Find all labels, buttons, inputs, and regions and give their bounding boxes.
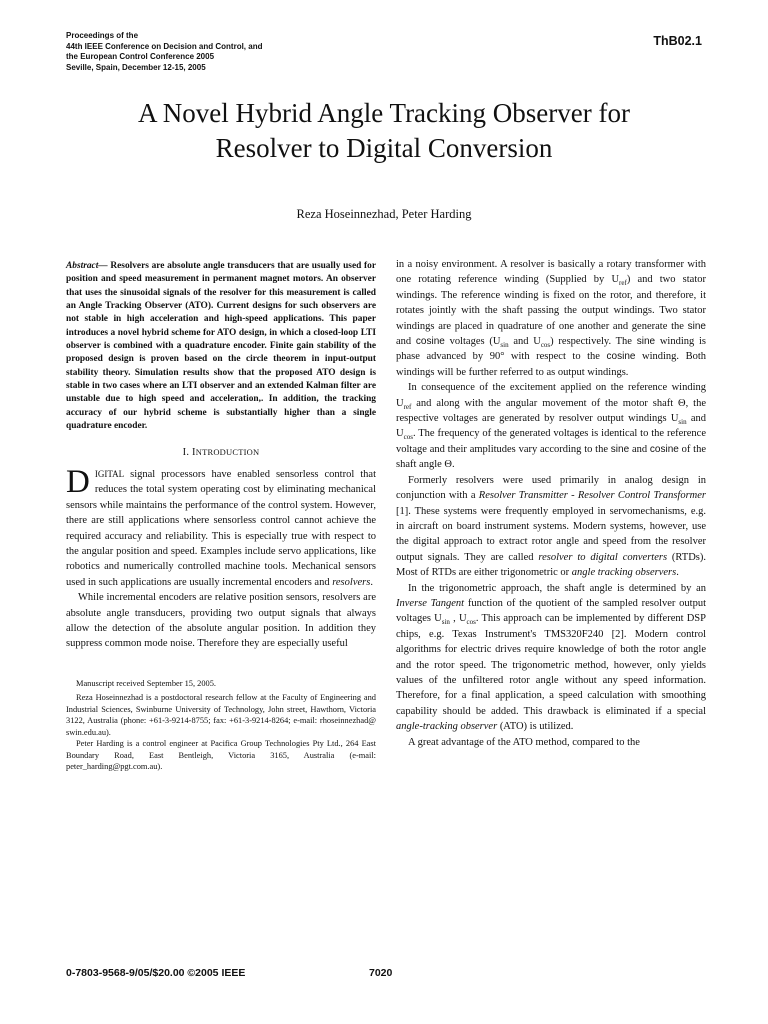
header-line: Proceedings of the	[66, 31, 139, 40]
abstract	[66, 260, 376, 433]
section-heading-initial: I	[192, 447, 196, 459]
text: signal processors have enabled sensorless control that reduces the total system operating cost by eliminating mechanical sensors while maintains the performance of the control system. However, there are still applications where sensorless control cannot achieve the required accuracy and reliability. This is especially true with respect to the angular position and speed. Examples include servo applications, like robotics and numerically controlled machine tools. Mechanical sensors used in such applications are usually incremental encoders and	[66, 468, 376, 588]
text: .	[370, 576, 373, 588]
footnote: Manuscript received September 15, 2005.	[76, 678, 217, 688]
subscript: sin	[500, 341, 509, 350]
footnote: Peter Harding is a control engineer at Pacifica Group Technologies Pty Ltd., 264 East Boundary Road, East Bentleigh, Victoria 3165, Australia (e-mail: peter_harding@pgt.com.au).	[66, 739, 376, 772]
intro-paragraph-2: While incremental encoders are relative position sensors, resolvers are absolute angle transducers, providing two output signals that always allow the detection of the absolute angular position. In addition they suppress common mode noise. Therefore they are especially useful	[66, 592, 376, 650]
text: voltages (U	[444, 336, 501, 348]
smallcaps-word: IGITAL	[94, 468, 125, 479]
text: In the trigonometric approach, the shaft angle is determined by an	[408, 582, 706, 594]
text: and U	[396, 413, 706, 440]
right-column	[396, 257, 706, 750]
header-line: 44th IEEE Conference on Decision and Control, and	[66, 41, 263, 51]
title-line: A Novel Hybrid Angle Tracking Observer for	[138, 98, 630, 128]
copyright-footer: 0-7803-9568-9/05/$20.00 ©2005 IEEE	[66, 967, 246, 979]
subscript: ref	[619, 279, 627, 288]
body-paragraph-3	[396, 473, 706, 581]
authors: Reza Hoseinnezhad, Peter Harding	[296, 207, 472, 221]
text: In consequence of the excitement applied on the reference winding U	[396, 382, 706, 409]
text: and along with the angular movement of the motor shaft Θ, the respective voltages are generated by resolver output windings U	[396, 397, 706, 425]
italic-term: angle-tracking observer	[396, 721, 498, 733]
italic-term: resolvers	[332, 576, 371, 588]
footnotes	[66, 678, 376, 773]
body-paragraph-2	[396, 380, 706, 472]
proceedings-header	[66, 31, 262, 73]
text: . The frequency of the generated voltages is identical to the reference voltage and their amplitudes vary according to the	[396, 428, 706, 455]
text: and	[396, 336, 416, 348]
subscript: ref	[403, 402, 412, 411]
page-number: 7020	[369, 967, 393, 979]
left-column	[66, 260, 376, 773]
italic-term: Resolver Transmitter - Resolver Control Transformer	[478, 490, 707, 502]
section-numeral: I.	[182, 447, 190, 459]
sans-word: cosine	[415, 336, 445, 348]
abstract-label: Abstract—	[66, 261, 108, 271]
italic-term: Inverse Tangent	[396, 597, 465, 609]
text: winding. Both windings will be further referred to as output windings.	[396, 351, 706, 378]
intro-paragraph-1	[66, 463, 376, 590]
text: ) respectively. The	[550, 336, 637, 348]
text: Formerly resolvers were used primarily in analog design in conjunction with a	[396, 474, 706, 502]
text: and U	[508, 336, 541, 348]
subscript: sin	[441, 618, 450, 627]
section-heading-introduction	[66, 445, 376, 460]
text: in a noisy environment. A resolver is basically a rotary transformer with one rotating reference winding (Supplied by U	[396, 259, 706, 286]
text: . This approach can be implemented by different DSP chips, e.g. Texas Instrument's TMS320F240 [2]. Modern control algorithms for electric drives require knowledge of both the rotor angle and the rotor speed. The trigonometric method, however, only yields values of the unfiltered rotor angle without any speed information. Therefore, for a final application, a speed calculation with smoothing capability should be added. This drawback is eliminated if a special	[396, 613, 706, 717]
sans-word: cosine	[606, 351, 636, 363]
body-paragraph-4	[396, 581, 706, 735]
subscript: cos	[403, 433, 413, 442]
italic-term: angle tracking observers	[571, 567, 677, 579]
drop-cap: D	[66, 463, 90, 500]
italic-term: resolver to digital converters	[538, 551, 668, 563]
title-line: Resolver to Digital Conversion	[215, 133, 553, 163]
text: function of the quotient of the sampled resolver output voltages U	[396, 597, 706, 625]
subscript: sin	[678, 418, 687, 427]
paper-title	[0, 96, 768, 166]
header-line: Seville, Spain, December 12-15, 2005	[66, 62, 206, 72]
text: (RTDs). Most of RTDs are either trigonometric or	[396, 551, 707, 579]
sans-word: sine	[610, 443, 630, 455]
sans-word: cosine	[649, 443, 679, 455]
sans-word: sine	[636, 336, 656, 348]
text: of the shaft angle Θ.	[396, 443, 706, 471]
sans-word: sine	[687, 320, 706, 332]
abstract-text: Resolvers are absolute angle transducers that are usually used for position and speed measurement in permanent magnet motors. An observer that uses the sinusoidal signals of the resolver for this measurement is called an Angle Tracking Observer (ATO). Current designs for such observers are not stable in high acceleration and high-speed applications. This paper introduces a novel hybrid scheme for ATO design, in which a closed-loop LTI observer is combined with a quadrature encoder. Finite gain stability of the proposed design is proven based on the circle theorem in input-output stability theory. Simulation results show that the proposed ATO design is stable in two cases where an LTI observer and an extended Kalman filter are unstable due to high speed and acceleration,. In addition, the tracking accuracy of our hybrid scheme is substantially higher than a single quadrature encoder.	[66, 261, 376, 432]
session-code: ThB02.1	[653, 34, 702, 48]
text: [1]. These systems were frequently employed in servomechanisms, e.g. in aircraft on board instrument systems. Modern systems, however, use the digital approach to extract rotor angle and speed from the resolver output signals. They are called	[396, 505, 706, 563]
text: (ATO) is utilized.	[497, 721, 574, 733]
body-paragraph-1	[396, 257, 706, 380]
subscript: cos	[466, 618, 476, 627]
text: and	[629, 443, 650, 455]
body-paragraph-5: A great advantage of the ATO method, compared to the	[408, 736, 640, 748]
text: winding is phase advanced by 90° with respect to the	[396, 336, 706, 363]
header-line: the European Control Conference 2005	[66, 52, 215, 61]
subscript: cos	[540, 341, 551, 350]
text: .	[676, 567, 679, 579]
footnote: Reza Hoseinnezhad is a postdoctoral research fellow at the Faculty of Engineering and Industrial Sciences, Swinburne University of Technology, John street, Hawthorn, Victoria 3122, Australia (phone: +61-3-9214-8755; fax: +61-3-9214-8264; e-mail: rhoseinnezhad@ swin.edu.au).	[66, 693, 376, 737]
text: , U	[449, 613, 467, 625]
text: ) and two stator windings. The reference winding is fixed on the rotor, and therefore, it rotates jointly with the shaft passing the output windings. Two stator windings are placed in quadrature of one another and generate the	[396, 274, 706, 332]
section-heading-rest: NTRODUCTION	[195, 447, 260, 458]
